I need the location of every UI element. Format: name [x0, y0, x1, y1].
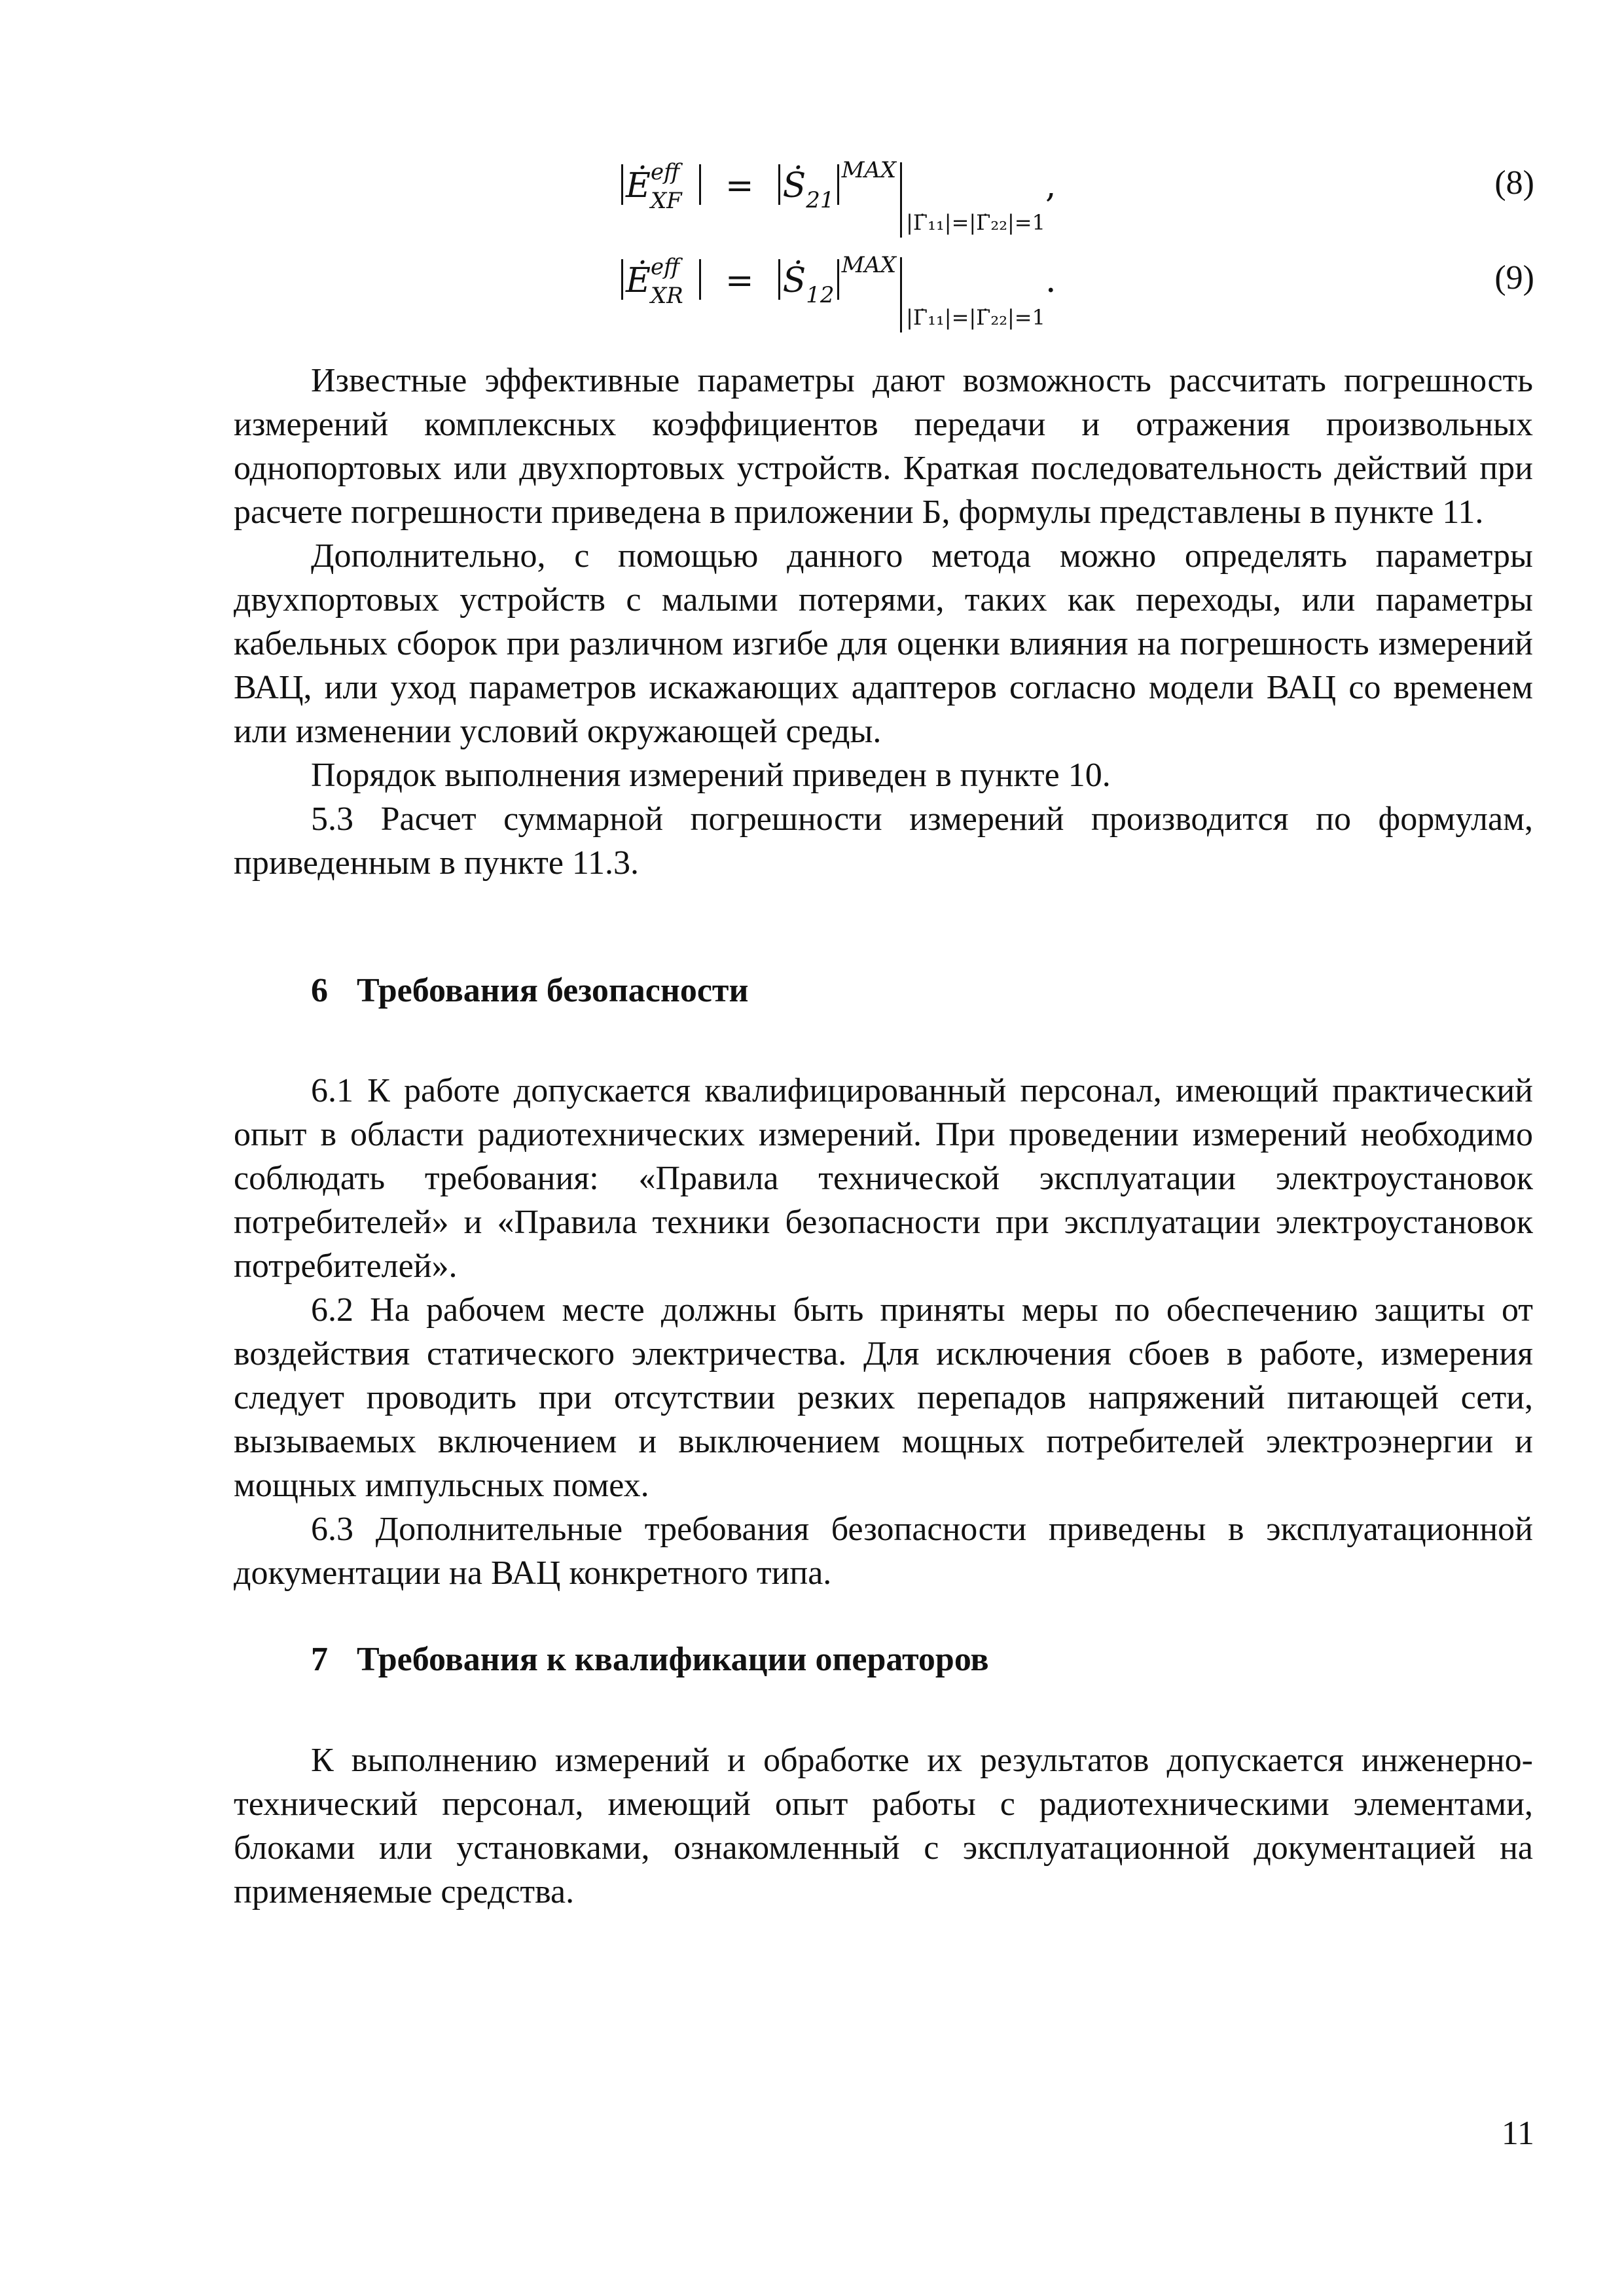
section-heading-6	[311, 971, 748, 1010]
section-heading-7	[311, 1640, 989, 1679]
section-7-body	[234, 1738, 1533, 1914]
formula-rhs-symbol: Ṡ	[782, 166, 806, 206]
page-number: 11	[1501, 2115, 1534, 2152]
paragraph: Дополнительно, с помощью данного метода можно определять параметры двухпортовых устройств с малыми потерями, таких как переходы, или параметры кабельных сборок при различном изгибе для оценки влияния на погрешность измерений ВАЦ, или уход параметров искажающих адаптеров согласно модели ВАЦ со временем или изменении условий окружающей среды.	[234, 537, 1533, 750]
formula-9	[0, 245, 1624, 344]
formula-8	[0, 151, 1624, 249]
formula-expression: Ė eff XR = Ṡ$_{12}^{MAX}_{|\Gammȧ_{11}|=|\Gammȧ_{22}|=1}$.	[619, 252, 1056, 332]
section-title: Требования безопасности	[357, 972, 749, 1009]
formula-lhs-sup: eff	[650, 254, 680, 280]
formula-expression: Ė eff XF = Ṡ$_{21}^{MAX}_{|\Gammȧ_{11}|=|\Gammȧ_{22}|=1}$,	[619, 157, 1056, 238]
formula-condition: |Γ̇₁₁|=|Γ̇₂₂|=1	[906, 210, 1045, 235]
body-text-a	[234, 359, 1533, 885]
formula-condition: |Γ̇₁₁|=|Γ̇₂₂|=1	[906, 305, 1045, 330]
formula-lhs-sub: XF	[650, 188, 682, 214]
formula-lhs-symbol: Ė	[626, 166, 651, 206]
formula-lhs-symbol: Ė	[626, 261, 651, 300]
formula-number: (8)	[1494, 164, 1534, 202]
paragraph: 5.3 Расчет суммарной погрешности измерений производится по формулам, приведенным в пункте 11.3.	[234, 800, 1533, 882]
section-title: Требования к квалификации операторов	[357, 1641, 989, 1678]
formula-rhs-sup: MAX	[841, 157, 897, 183]
formula-trailing: ,	[1045, 166, 1056, 206]
formula-trailing: .	[1045, 261, 1056, 300]
formula-rhs-sup: MAX	[841, 252, 897, 278]
paragraph: Порядок выполнения измерений приведен в пункте 10.	[311, 757, 1111, 794]
formula-rhs-symbol: Ṡ	[782, 261, 806, 300]
formula-rhs-sub: 12	[806, 282, 835, 308]
paragraph: К выполнению измерений и обработке их результатов допускается инженерно-технический персонал, имеющий опыт работы с радиотехническими элементами, блоками или установками, ознакомленный с эксплуатационной документацией на применяемые средства.	[234, 1742, 1533, 1910]
formula-rhs-sub: 21	[806, 187, 835, 213]
formula-lhs-sup: eff	[650, 159, 680, 185]
paragraph: 6.2 На рабочем месте должны быть приняты меры по обеспечению защиты от воздействия статического электричества. Для исключения сбоев в работе, измерения следует проводить при отсутствии резких перепадов напряжений питающей сети, вызываемых включением и выключением мощных потребителей электроэнергии и мощных импульсных помех.	[234, 1291, 1533, 1504]
paragraph: 6.3 Дополнительные требования безопасности приведены в эксплуатационной документации на ВАЦ конкретного типа.	[234, 1511, 1533, 1592]
section-number: 7	[311, 1641, 328, 1678]
section-6-body	[234, 1069, 1533, 1595]
formula-number: (9)	[1494, 259, 1534, 296]
section-number: 6	[311, 972, 328, 1009]
paragraph: 6.1 К работе допускается квалифицированный персонал, имеющий практический опыт в области радиотехнических измерений. При проведении измерений необходимо соблюдать требования: «Правила технической эксплуатации электроустановок потребителей» и «Правила техники безопасности при эксплуатации электроустановок потребителей».	[234, 1072, 1533, 1285]
paragraph: Известные эффективные параметры дают возможность рассчитать погрешность измерений комплексных коэффициентов передачи и отражения произвольных однопортовых или двухпортовых устройств. Краткая последовательность действий при расчете погрешности приведена в приложении Б, формулы представлены в пункте 11.	[234, 362, 1533, 531]
formula-lhs-sub: XR	[650, 283, 683, 309]
